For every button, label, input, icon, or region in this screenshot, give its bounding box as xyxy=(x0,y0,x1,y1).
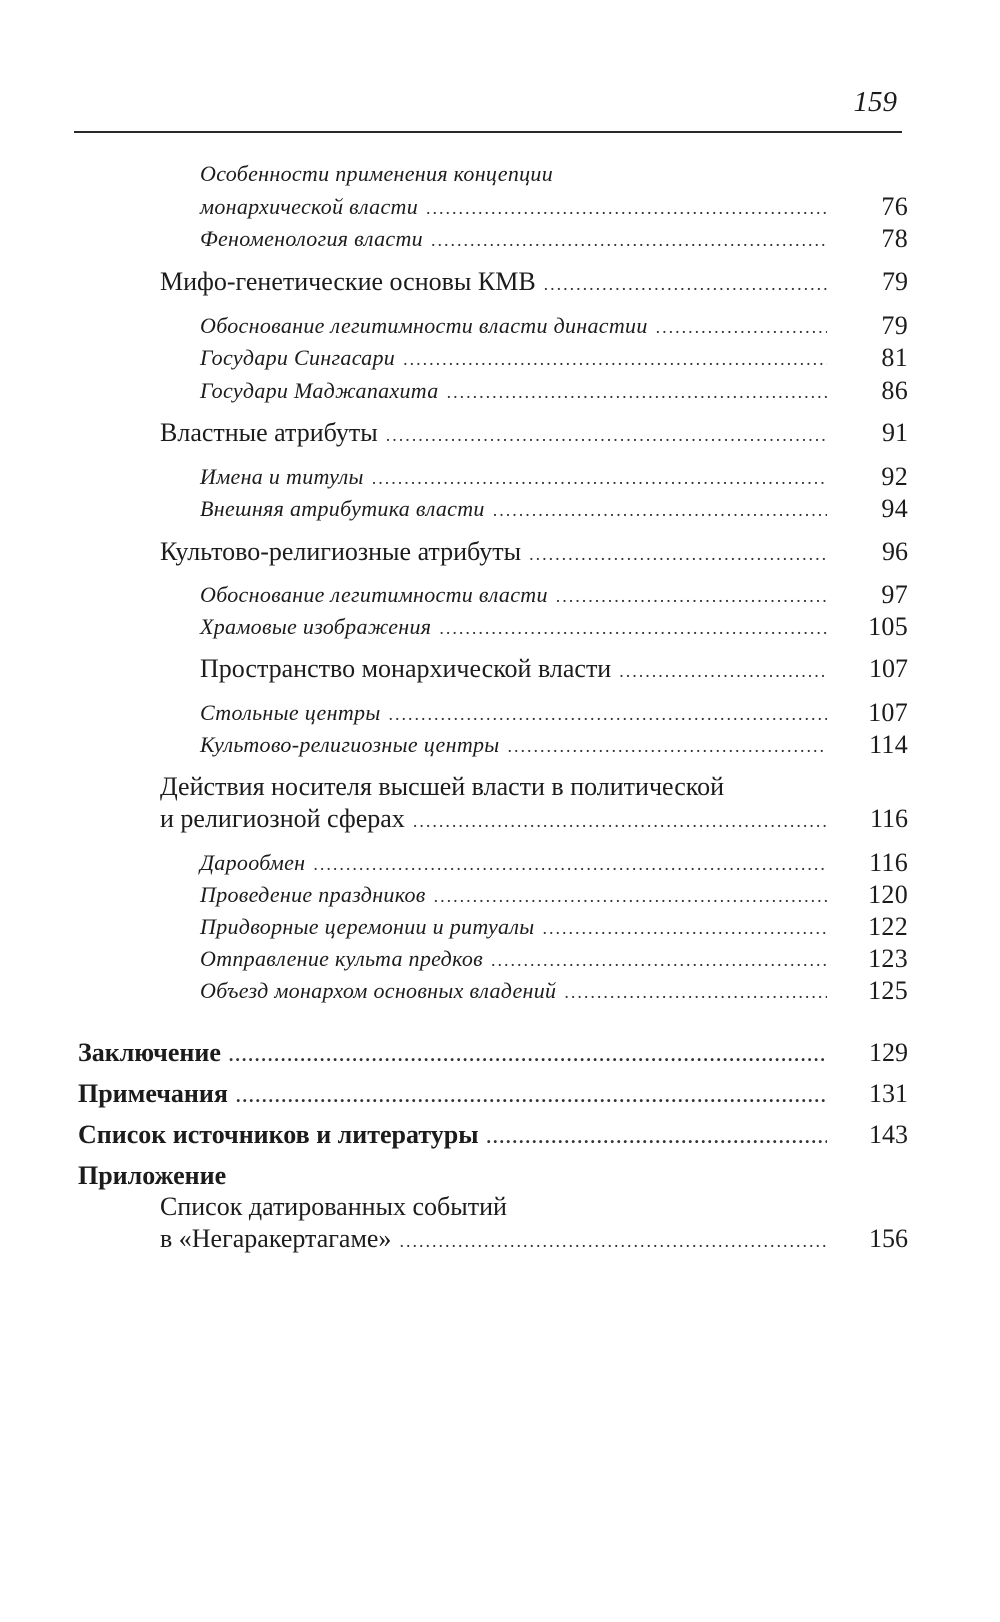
toc-page-number: 79 xyxy=(882,267,908,296)
toc-entry-title-line: Действия носителя высшей власти в политической xyxy=(160,772,724,801)
toc-page-number: 156 xyxy=(869,1224,908,1253)
dot-leader xyxy=(656,310,827,344)
toc-entry[interactable] xyxy=(200,222,908,256)
toc-entry[interactable] xyxy=(200,728,908,762)
toc-entry[interactable] xyxy=(200,190,908,224)
toc-entry[interactable] xyxy=(200,910,908,944)
dot-leader xyxy=(487,1120,827,1154)
toc-entry[interactable] xyxy=(200,878,908,912)
toc-page-number: 94 xyxy=(881,494,908,523)
toc-entry-title: Дарообмен xyxy=(200,850,306,875)
toc-entry-title: Придворные церемонии и ритуалы xyxy=(200,914,535,939)
dot-leader xyxy=(493,493,827,527)
header-rule xyxy=(74,131,902,133)
toc-entry[interactable] xyxy=(200,460,908,494)
toc-entry-title: Феноменология власти xyxy=(200,226,423,251)
toc-page-number: 116 xyxy=(869,804,908,833)
toc-entry-title: Отправление культа предков xyxy=(200,946,483,971)
toc-page-number: 86 xyxy=(881,376,908,405)
toc-entry-title: Объезд монархом основных владений xyxy=(200,978,557,1003)
toc-entry[interactable] xyxy=(78,1118,908,1152)
toc-entry-title-line: Особенности применения концепции xyxy=(200,161,554,186)
toc-entry-title: Имена и титулы xyxy=(200,464,364,489)
toc-entry[interactable] xyxy=(200,341,908,375)
toc-page-number: 79 xyxy=(881,311,908,340)
toc-page-number: 91 xyxy=(882,418,908,447)
toc-entry-title: Мифо-генетические основы КМВ xyxy=(160,267,536,296)
toc-entry-title: Список источников и литературы xyxy=(78,1120,479,1149)
toc-page-number: 123 xyxy=(868,944,908,973)
toc-entry[interactable] xyxy=(160,265,908,299)
dot-leader xyxy=(389,697,827,731)
toc-entry-title: Обоснование легитимности власти династии xyxy=(200,313,648,338)
dot-leader xyxy=(529,537,827,571)
toc-entry-title-line: Список датированных событий xyxy=(160,1192,507,1221)
toc-page-number: 97 xyxy=(881,580,908,609)
toc-entry-title: Заключение xyxy=(78,1038,221,1067)
dot-leader xyxy=(434,879,827,913)
dot-leader xyxy=(236,1079,827,1113)
toc-page-number: 120 xyxy=(868,880,908,909)
toc-entry-title: Государи Сингасари xyxy=(200,345,396,370)
toc-entry[interactable] xyxy=(78,1036,908,1070)
dot-leader xyxy=(556,579,827,613)
dot-leader xyxy=(447,375,827,409)
toc-entry-title: Властные атрибуты xyxy=(160,418,378,447)
toc-entry[interactable] xyxy=(200,846,908,880)
toc-entry-title: Государи Маджапахита xyxy=(200,378,439,403)
toc-entry[interactable] xyxy=(200,942,908,976)
dot-leader xyxy=(542,911,827,945)
toc-page-number: 81 xyxy=(881,343,908,372)
toc-page-number: 122 xyxy=(868,912,908,941)
toc-page-number: 92 xyxy=(881,462,908,491)
toc-entry-title: Культово-религиозные атрибуты xyxy=(160,537,522,566)
toc-entry-title: и религиозной сферах xyxy=(160,804,405,833)
toc-entry[interactable] xyxy=(200,578,908,612)
toc-entry[interactable] xyxy=(160,535,908,569)
dot-leader xyxy=(399,1224,827,1258)
toc-entry-title: монархической власти xyxy=(200,194,419,219)
toc-entry[interactable] xyxy=(78,1077,908,1111)
toc-entry-title: в «Негаракертагаме» xyxy=(160,1224,392,1253)
toc-entry-title: Пространство монархической власти xyxy=(200,654,612,683)
toc-entry-title: Обоснование легитимности власти xyxy=(200,582,548,607)
toc-entry[interactable] xyxy=(200,492,908,526)
page-number: 159 xyxy=(853,86,897,118)
dot-leader xyxy=(426,191,827,225)
toc-page-number: 114 xyxy=(869,730,908,759)
toc-entry-title: Храмовые изображения xyxy=(200,614,432,639)
toc-entry[interactable] xyxy=(200,610,908,644)
toc-entry-title: Внешняя атрибутика власти xyxy=(200,496,485,521)
toc-entry-title: Примечания xyxy=(78,1079,228,1108)
toc-page-number: 105 xyxy=(868,612,908,641)
toc-page-number: 125 xyxy=(868,976,908,1005)
dot-leader xyxy=(386,418,827,452)
dot-leader xyxy=(403,342,827,376)
dot-leader xyxy=(372,461,827,495)
dot-leader xyxy=(491,943,827,977)
toc-entry[interactable] xyxy=(200,374,908,408)
dot-leader xyxy=(313,847,827,881)
toc-page-number: 143 xyxy=(869,1120,908,1149)
toc-page-number: 76 xyxy=(881,192,908,221)
dot-leader xyxy=(439,611,827,645)
toc-section-heading: Приложение xyxy=(78,1161,227,1190)
toc-entry[interactable] xyxy=(200,652,908,686)
toc-entry[interactable] xyxy=(200,974,908,1008)
dot-leader xyxy=(431,223,827,257)
toc-page-number: 116 xyxy=(869,848,908,877)
toc-entry[interactable] xyxy=(160,416,908,450)
toc-entry[interactable] xyxy=(200,309,908,343)
toc-entry-title: Культово-религиозные центры xyxy=(200,732,500,757)
toc-entry[interactable] xyxy=(160,802,908,836)
toc-page-number: 131 xyxy=(869,1079,908,1108)
toc-page-number: 78 xyxy=(881,224,908,253)
dot-leader xyxy=(229,1038,827,1072)
dot-leader xyxy=(413,804,827,838)
toc-page-number: 107 xyxy=(869,654,908,683)
toc-entry[interactable] xyxy=(200,696,908,730)
dot-leader xyxy=(564,975,827,1009)
toc-page-number: 107 xyxy=(868,698,908,727)
toc-page-number: 96 xyxy=(882,537,908,566)
toc-entry[interactable] xyxy=(160,1222,908,1256)
dot-leader xyxy=(508,729,827,763)
toc-page-number: 129 xyxy=(869,1038,908,1067)
toc-entry-title: Стольные центры xyxy=(200,700,381,725)
toc-entry-title: Проведение праздников xyxy=(200,882,426,907)
dot-leader xyxy=(544,267,827,301)
dot-leader xyxy=(619,654,827,688)
